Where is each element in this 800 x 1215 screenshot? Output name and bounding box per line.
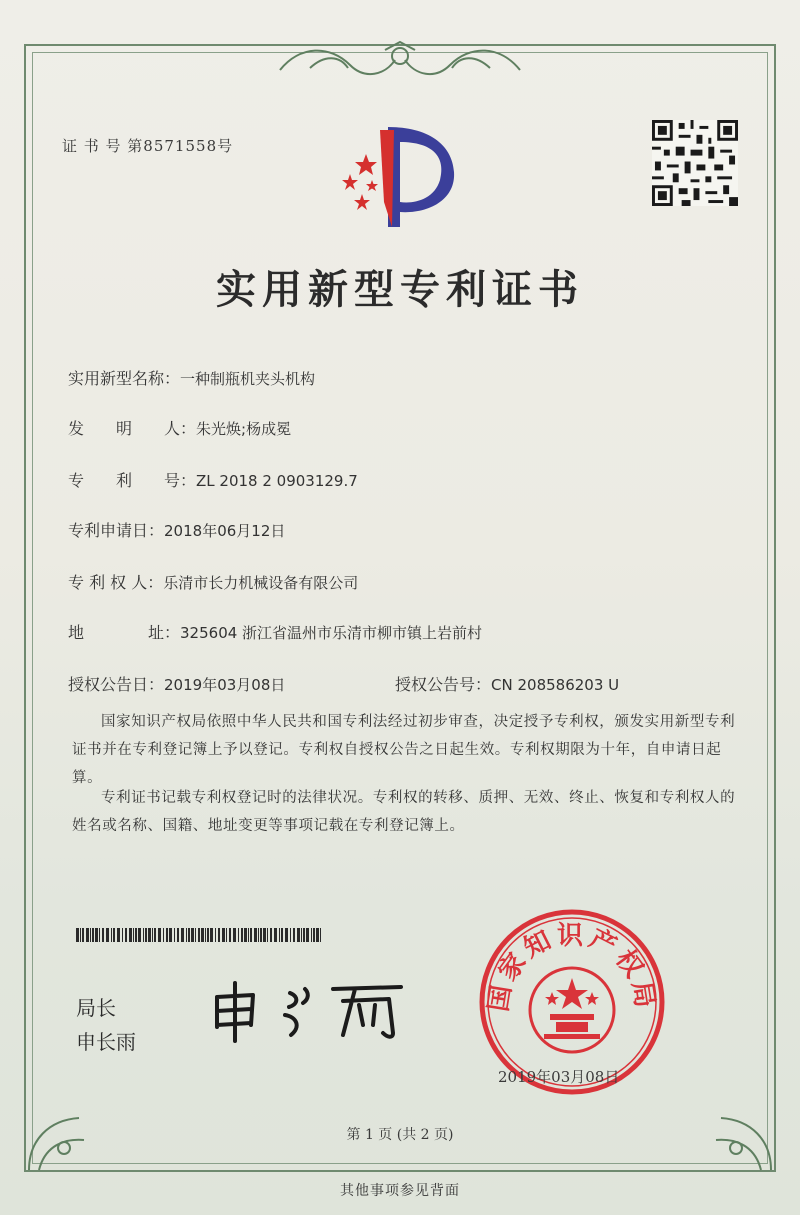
certificate-title: 实用新型专利证书	[216, 267, 584, 313]
statement-paragraph-1: 国家知识产权局依照中华人民共和国专利法经过初步审查，决定授予专利权，颁发实用新型专利证书并在专利登记簿上予以登记。专利权自授权公告之日起生效。专利权期限为十年，自申请日起算。	[72, 714, 736, 786]
seal-text: 国家知识产权局	[483, 921, 661, 1014]
field-value: 325604 浙江省温州市乐清市柳市镇上岩前村	[180, 624, 483, 642]
director-name: 申长雨	[76, 1030, 136, 1054]
seal-date: 2019年03月08日	[498, 1068, 620, 1086]
grant-date-row	[68, 672, 285, 695]
field-label: 专 利 号：	[68, 471, 197, 490]
field-label: 专利申请日：	[68, 521, 165, 540]
field-value: 乐清市长力机械设备有限公司	[163, 574, 359, 592]
top-ornament-icon	[270, 40, 530, 85]
utility-model-name-row	[68, 366, 315, 389]
signature-icon	[205, 975, 415, 1045]
filing-date-row	[68, 518, 285, 541]
director-title: 局长	[76, 996, 116, 1020]
barcode-icon	[76, 928, 324, 942]
patentee-row	[68, 570, 358, 593]
field-value: 一种制瓶机夹头机构	[180, 370, 316, 388]
field-label: 授权公告日：	[68, 675, 165, 694]
grant-number-row	[395, 672, 619, 695]
address-row	[68, 620, 482, 643]
statement-paragraph-2: 专利证书记载专利权登记时的法律状况。专利权的转移、质押、无效、终止、恢复和专利权人的姓名或名称、国籍、地址变更等事项记载在专利登记簿上。	[72, 790, 736, 834]
qr-code-icon	[652, 120, 738, 206]
field-value: ZL 2018 2 0903129.7	[196, 472, 358, 490]
field-label: 专 利 权 人：	[68, 573, 164, 592]
field-label: 授权公告号：	[395, 675, 492, 694]
field-value: 朱光焕;杨成冕	[196, 420, 292, 438]
inventor-row	[68, 416, 291, 439]
certificate-number: 证 书 号 第8571558号	[62, 137, 234, 155]
footer-note: 其他事项参见背面	[340, 1183, 460, 1199]
page-number: 第 1 页 (共 2 页)	[346, 1127, 454, 1143]
field-value: 2019年03月08日	[164, 676, 286, 694]
field-value: 2018年06月12日	[164, 522, 286, 540]
field-label: 地 址：	[68, 623, 181, 642]
field-label: 发 明 人：	[68, 419, 197, 438]
field-value: CN 208586203 U	[491, 676, 620, 694]
patent-office-logo-icon	[328, 122, 468, 232]
field-label: 实用新型名称：	[68, 369, 181, 388]
patent-number-row	[68, 468, 358, 491]
